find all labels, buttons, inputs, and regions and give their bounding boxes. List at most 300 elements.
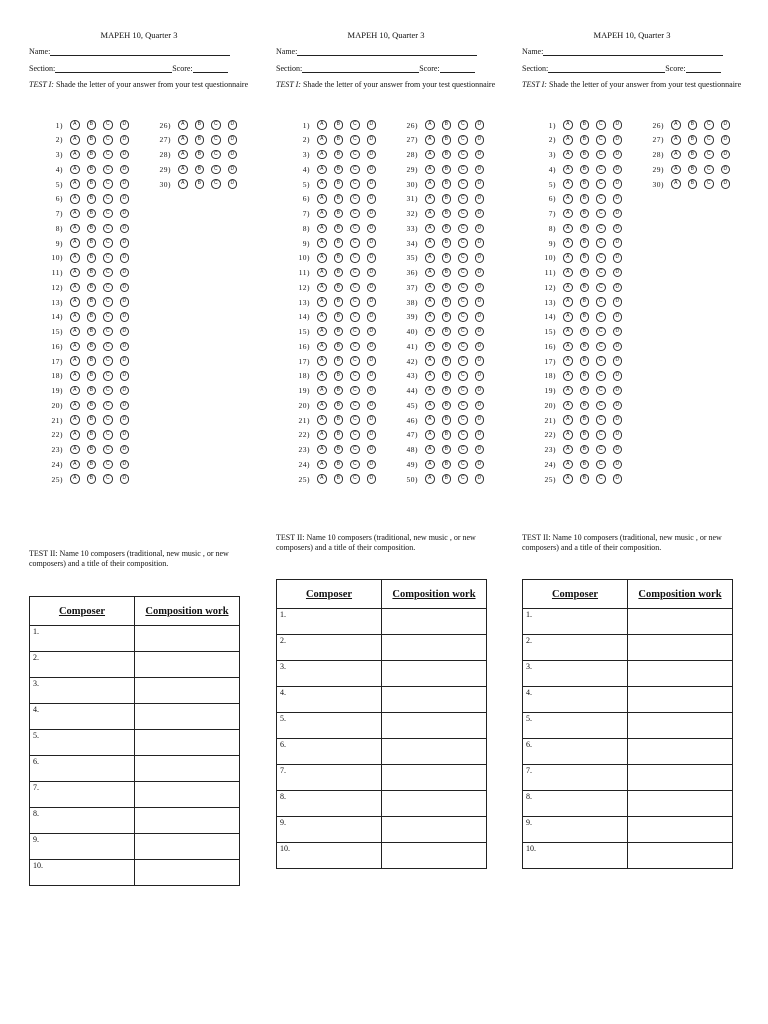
- bubble-c[interactable]: C: [596, 460, 606, 470]
- bubble-b[interactable]: B: [87, 165, 97, 175]
- composition-cell[interactable]: [382, 713, 487, 739]
- bubble-a[interactable]: A: [70, 401, 80, 411]
- bubble-d[interactable]: D: [367, 327, 377, 337]
- bubble-b[interactable]: B: [334, 135, 344, 145]
- bubble-d[interactable]: D: [613, 253, 623, 263]
- bubble-c[interactable]: C: [350, 371, 360, 381]
- bubble-c[interactable]: C: [103, 297, 113, 307]
- bubble-d[interactable]: D: [613, 342, 623, 352]
- bubble-d[interactable]: D: [475, 238, 485, 248]
- bubble-c[interactable]: C: [458, 460, 468, 470]
- bubble-a[interactable]: A: [425, 120, 435, 130]
- bubble-b[interactable]: B: [334, 268, 344, 278]
- bubble-b[interactable]: B: [580, 415, 590, 425]
- bubble-c[interactable]: C: [350, 430, 360, 440]
- bubble-c[interactable]: C: [458, 474, 468, 484]
- composition-cell[interactable]: [628, 609, 733, 635]
- bubble-d[interactable]: D: [475, 165, 485, 175]
- bubble-b[interactable]: B: [87, 371, 97, 381]
- composer-cell[interactable]: 1.: [277, 609, 382, 635]
- bubble-a[interactable]: A: [425, 342, 435, 352]
- bubble-d[interactable]: D: [475, 460, 485, 470]
- bubble-a[interactable]: A: [425, 445, 435, 455]
- composer-cell[interactable]: 10.: [523, 843, 628, 869]
- bubble-d[interactable]: D: [613, 415, 623, 425]
- bubble-b[interactable]: B: [442, 342, 452, 352]
- bubble-b[interactable]: B: [442, 386, 452, 396]
- bubble-c[interactable]: C: [103, 165, 113, 175]
- bubble-c[interactable]: C: [596, 312, 606, 322]
- bubble-c[interactable]: C: [350, 445, 360, 455]
- composition-cell[interactable]: [135, 808, 240, 834]
- composition-cell[interactable]: [628, 713, 733, 739]
- bubble-a[interactable]: A: [425, 430, 435, 440]
- bubble-c[interactable]: C: [103, 253, 113, 263]
- bubble-b[interactable]: B: [87, 342, 97, 352]
- bubble-c[interactable]: C: [458, 297, 468, 307]
- bubble-b[interactable]: B: [442, 224, 452, 234]
- bubble-c[interactable]: C: [350, 179, 360, 189]
- bubble-c[interactable]: C: [350, 386, 360, 396]
- bubble-a[interactable]: A: [178, 179, 188, 189]
- bubble-b[interactable]: B: [580, 224, 590, 234]
- bubble-b[interactable]: B: [87, 238, 97, 248]
- bubble-a[interactable]: A: [317, 327, 327, 337]
- bubble-d[interactable]: D: [367, 179, 377, 189]
- bubble-c[interactable]: C: [350, 253, 360, 263]
- composition-cell[interactable]: [135, 782, 240, 808]
- bubble-a[interactable]: A: [671, 179, 681, 189]
- section-line[interactable]: [302, 64, 419, 73]
- composer-cell[interactable]: 6.: [30, 756, 135, 782]
- bubble-d[interactable]: D: [475, 120, 485, 130]
- bubble-a[interactable]: A: [317, 312, 327, 322]
- bubble-c[interactable]: C: [596, 268, 606, 278]
- bubble-a[interactable]: A: [178, 120, 188, 130]
- bubble-b[interactable]: B: [442, 297, 452, 307]
- bubble-d[interactable]: D: [120, 209, 130, 219]
- composition-cell[interactable]: [382, 817, 487, 843]
- bubble-a[interactable]: A: [425, 253, 435, 263]
- bubble-b[interactable]: B: [688, 135, 698, 145]
- bubble-c[interactable]: C: [458, 120, 468, 130]
- bubble-d[interactable]: D: [475, 312, 485, 322]
- bubble-a[interactable]: A: [70, 415, 80, 425]
- bubble-b[interactable]: B: [334, 253, 344, 263]
- bubble-a[interactable]: A: [563, 445, 573, 455]
- section-field[interactable]: [29, 62, 228, 73]
- bubble-b[interactable]: B: [334, 150, 344, 160]
- bubble-d[interactable]: D: [367, 194, 377, 204]
- bubble-c[interactable]: C: [103, 238, 113, 248]
- bubble-c[interactable]: C: [596, 401, 606, 411]
- bubble-d[interactable]: D: [228, 150, 238, 160]
- bubble-a[interactable]: A: [70, 135, 80, 145]
- bubble-d[interactable]: D: [120, 342, 130, 352]
- bubble-a[interactable]: A: [563, 224, 573, 234]
- bubble-b[interactable]: B: [87, 445, 97, 455]
- bubble-c[interactable]: C: [458, 150, 468, 160]
- bubble-c[interactable]: C: [458, 194, 468, 204]
- bubble-a[interactable]: A: [425, 386, 435, 396]
- bubble-c[interactable]: C: [350, 165, 360, 175]
- bubble-b[interactable]: B: [334, 415, 344, 425]
- bubble-d[interactable]: D: [613, 401, 623, 411]
- bubble-d[interactable]: D: [120, 120, 130, 130]
- bubble-c[interactable]: C: [704, 120, 714, 130]
- bubble-b[interactable]: B: [87, 474, 97, 484]
- bubble-d[interactable]: D: [367, 268, 377, 278]
- bubble-d[interactable]: D: [475, 209, 485, 219]
- bubble-c[interactable]: C: [596, 297, 606, 307]
- bubble-b[interactable]: B: [442, 312, 452, 322]
- bubble-c[interactable]: C: [596, 342, 606, 352]
- bubble-b[interactable]: B: [580, 327, 590, 337]
- bubble-b[interactable]: B: [580, 356, 590, 366]
- bubble-d[interactable]: D: [613, 224, 623, 234]
- bubble-d[interactable]: D: [367, 297, 377, 307]
- composition-cell[interactable]: [628, 739, 733, 765]
- bubble-b[interactable]: B: [580, 297, 590, 307]
- bubble-a[interactable]: A: [563, 238, 573, 248]
- bubble-d[interactable]: D: [120, 268, 130, 278]
- composer-cell[interactable]: 10.: [30, 860, 135, 886]
- composition-cell[interactable]: [135, 626, 240, 652]
- bubble-a[interactable]: A: [317, 386, 327, 396]
- bubble-d[interactable]: D: [120, 150, 130, 160]
- composition-cell[interactable]: [135, 730, 240, 756]
- bubble-b[interactable]: B: [334, 356, 344, 366]
- bubble-a[interactable]: A: [563, 268, 573, 278]
- bubble-b[interactable]: B: [580, 474, 590, 484]
- bubble-d[interactable]: D: [120, 135, 130, 145]
- bubble-d[interactable]: D: [120, 371, 130, 381]
- bubble-a[interactable]: A: [563, 209, 573, 219]
- bubble-d[interactable]: D: [613, 356, 623, 366]
- bubble-c[interactable]: C: [596, 327, 606, 337]
- bubble-a[interactable]: A: [70, 283, 80, 293]
- bubble-b[interactable]: B: [87, 356, 97, 366]
- bubble-a[interactable]: A: [563, 401, 573, 411]
- bubble-b[interactable]: B: [195, 150, 205, 160]
- name-field[interactable]: [522, 45, 723, 56]
- bubble-d[interactable]: D: [120, 386, 130, 396]
- bubble-d[interactable]: D: [721, 165, 731, 175]
- bubble-b[interactable]: B: [334, 179, 344, 189]
- bubble-a[interactable]: A: [563, 297, 573, 307]
- composition-cell[interactable]: [135, 678, 240, 704]
- bubble-a[interactable]: A: [425, 150, 435, 160]
- bubble-b[interactable]: B: [442, 194, 452, 204]
- bubble-d[interactable]: D: [120, 401, 130, 411]
- composer-cell[interactable]: 4.: [277, 687, 382, 713]
- bubble-a[interactable]: A: [425, 238, 435, 248]
- composer-cell[interactable]: 8.: [277, 791, 382, 817]
- bubble-a[interactable]: A: [425, 297, 435, 307]
- bubble-b[interactable]: B: [580, 283, 590, 293]
- bubble-b[interactable]: B: [334, 209, 344, 219]
- bubble-a[interactable]: A: [317, 209, 327, 219]
- bubble-d[interactable]: D: [721, 179, 731, 189]
- bubble-b[interactable]: B: [87, 150, 97, 160]
- bubble-d[interactable]: D: [475, 150, 485, 160]
- bubble-d[interactable]: D: [367, 224, 377, 234]
- bubble-a[interactable]: A: [563, 327, 573, 337]
- section-line[interactable]: [55, 64, 172, 73]
- bubble-b[interactable]: B: [334, 312, 344, 322]
- composer-cell[interactable]: 5.: [523, 713, 628, 739]
- bubble-d[interactable]: D: [120, 460, 130, 470]
- bubble-c[interactable]: C: [350, 120, 360, 130]
- bubble-d[interactable]: D: [120, 312, 130, 322]
- bubble-c[interactable]: C: [103, 356, 113, 366]
- bubble-d[interactable]: D: [367, 253, 377, 263]
- bubble-a[interactable]: A: [70, 327, 80, 337]
- name-field[interactable]: [276, 45, 477, 56]
- bubble-b[interactable]: B: [580, 194, 590, 204]
- bubble-d[interactable]: D: [120, 253, 130, 263]
- bubble-b[interactable]: B: [334, 238, 344, 248]
- bubble-a[interactable]: A: [178, 135, 188, 145]
- bubble-a[interactable]: A: [563, 386, 573, 396]
- section-field[interactable]: [522, 62, 721, 73]
- bubble-d[interactable]: D: [475, 386, 485, 396]
- bubble-c[interactable]: C: [103, 386, 113, 396]
- bubble-b[interactable]: B: [87, 312, 97, 322]
- bubble-a[interactable]: A: [317, 474, 327, 484]
- composer-cell[interactable]: 3.: [277, 661, 382, 687]
- bubble-a[interactable]: A: [317, 135, 327, 145]
- bubble-b[interactable]: B: [580, 342, 590, 352]
- bubble-b[interactable]: B: [87, 120, 97, 130]
- composer-cell[interactable]: 8.: [30, 808, 135, 834]
- bubble-c[interactable]: C: [103, 430, 113, 440]
- bubble-d[interactable]: D: [367, 120, 377, 130]
- bubble-c[interactable]: C: [596, 194, 606, 204]
- bubble-a[interactable]: A: [425, 401, 435, 411]
- bubble-c[interactable]: C: [350, 474, 360, 484]
- bubble-c[interactable]: C: [596, 253, 606, 263]
- bubble-c[interactable]: C: [596, 430, 606, 440]
- bubble-d[interactable]: D: [367, 445, 377, 455]
- bubble-a[interactable]: A: [70, 224, 80, 234]
- bubble-c[interactable]: C: [103, 460, 113, 470]
- composer-cell[interactable]: 10.: [277, 843, 382, 869]
- bubble-a[interactable]: A: [563, 150, 573, 160]
- bubble-a[interactable]: A: [70, 297, 80, 307]
- bubble-c[interactable]: C: [350, 194, 360, 204]
- bubble-c[interactable]: C: [596, 238, 606, 248]
- composition-cell[interactable]: [135, 756, 240, 782]
- bubble-c[interactable]: C: [350, 401, 360, 411]
- bubble-a[interactable]: A: [70, 474, 80, 484]
- composition-cell[interactable]: [135, 704, 240, 730]
- bubble-a[interactable]: A: [563, 179, 573, 189]
- bubble-a[interactable]: A: [563, 194, 573, 204]
- bubble-b[interactable]: B: [442, 238, 452, 248]
- bubble-b[interactable]: B: [87, 327, 97, 337]
- composer-cell[interactable]: 9.: [277, 817, 382, 843]
- bubble-c[interactable]: C: [458, 268, 468, 278]
- bubble-b[interactable]: B: [334, 474, 344, 484]
- bubble-b[interactable]: B: [442, 179, 452, 189]
- bubble-c[interactable]: C: [596, 120, 606, 130]
- section-field[interactable]: [276, 62, 475, 73]
- name-field[interactable]: [29, 45, 230, 56]
- bubble-c[interactable]: C: [458, 224, 468, 234]
- composition-cell[interactable]: [628, 661, 733, 687]
- bubble-c[interactable]: C: [103, 371, 113, 381]
- bubble-a[interactable]: A: [425, 135, 435, 145]
- bubble-c[interactable]: C: [103, 224, 113, 234]
- bubble-c[interactable]: C: [211, 150, 221, 160]
- bubble-a[interactable]: A: [671, 135, 681, 145]
- bubble-d[interactable]: D: [613, 120, 623, 130]
- bubble-a[interactable]: A: [317, 120, 327, 130]
- bubble-a[interactable]: A: [425, 460, 435, 470]
- bubble-d[interactable]: D: [475, 415, 485, 425]
- bubble-b[interactable]: B: [442, 430, 452, 440]
- bubble-a[interactable]: A: [70, 386, 80, 396]
- bubble-a[interactable]: A: [425, 356, 435, 366]
- bubble-a[interactable]: A: [317, 224, 327, 234]
- bubble-b[interactable]: B: [87, 297, 97, 307]
- bubble-c[interactable]: C: [596, 209, 606, 219]
- bubble-d[interactable]: D: [367, 342, 377, 352]
- composition-cell[interactable]: [135, 860, 240, 886]
- bubble-a[interactable]: A: [425, 283, 435, 293]
- bubble-d[interactable]: D: [613, 430, 623, 440]
- bubble-b[interactable]: B: [334, 283, 344, 293]
- bubble-b[interactable]: B: [442, 268, 452, 278]
- bubble-b[interactable]: B: [442, 460, 452, 470]
- bubble-c[interactable]: C: [350, 415, 360, 425]
- composer-cell[interactable]: 2.: [277, 635, 382, 661]
- bubble-b[interactable]: B: [334, 120, 344, 130]
- bubble-c[interactable]: C: [458, 135, 468, 145]
- bubble-c[interactable]: C: [596, 445, 606, 455]
- bubble-d[interactable]: D: [367, 238, 377, 248]
- bubble-d[interactable]: D: [367, 165, 377, 175]
- bubble-a[interactable]: A: [425, 327, 435, 337]
- bubble-a[interactable]: A: [563, 283, 573, 293]
- bubble-c[interactable]: C: [596, 386, 606, 396]
- bubble-d[interactable]: D: [120, 238, 130, 248]
- bubble-d[interactable]: D: [367, 356, 377, 366]
- name-line[interactable]: [297, 47, 477, 56]
- bubble-a[interactable]: A: [317, 165, 327, 175]
- bubble-d[interactable]: D: [120, 474, 130, 484]
- bubble-b[interactable]: B: [87, 224, 97, 234]
- composer-cell[interactable]: 7.: [523, 765, 628, 791]
- bubble-c[interactable]: C: [350, 283, 360, 293]
- bubble-b[interactable]: B: [334, 460, 344, 470]
- bubble-c[interactable]: C: [103, 312, 113, 322]
- bubble-d[interactable]: D: [613, 283, 623, 293]
- bubble-b[interactable]: B: [580, 238, 590, 248]
- bubble-b[interactable]: B: [87, 209, 97, 219]
- bubble-b[interactable]: B: [580, 386, 590, 396]
- bubble-d[interactable]: D: [120, 165, 130, 175]
- bubble-d[interactable]: D: [120, 445, 130, 455]
- bubble-c[interactable]: C: [596, 283, 606, 293]
- bubble-a[interactable]: A: [563, 342, 573, 352]
- bubble-b[interactable]: B: [334, 430, 344, 440]
- bubble-d[interactable]: D: [120, 297, 130, 307]
- bubble-b[interactable]: B: [580, 430, 590, 440]
- bubble-b[interactable]: B: [334, 327, 344, 337]
- bubble-a[interactable]: A: [70, 371, 80, 381]
- score-line[interactable]: [686, 64, 721, 73]
- bubble-b[interactable]: B: [334, 445, 344, 455]
- bubble-a[interactable]: A: [671, 165, 681, 175]
- bubble-d[interactable]: D: [475, 474, 485, 484]
- bubble-d[interactable]: D: [475, 224, 485, 234]
- bubble-d[interactable]: D: [367, 460, 377, 470]
- bubble-b[interactable]: B: [87, 415, 97, 425]
- bubble-c[interactable]: C: [103, 474, 113, 484]
- bubble-c[interactable]: C: [103, 209, 113, 219]
- bubble-c[interactable]: C: [350, 150, 360, 160]
- bubble-c[interactable]: C: [458, 415, 468, 425]
- composition-cell[interactable]: [628, 635, 733, 661]
- bubble-a[interactable]: A: [70, 209, 80, 219]
- bubble-d[interactable]: D: [475, 445, 485, 455]
- composition-cell[interactable]: [628, 687, 733, 713]
- bubble-b[interactable]: B: [580, 460, 590, 470]
- bubble-b[interactable]: B: [87, 460, 97, 470]
- bubble-c[interactable]: C: [350, 224, 360, 234]
- bubble-d[interactable]: D: [120, 194, 130, 204]
- composer-cell[interactable]: 6.: [277, 739, 382, 765]
- composition-cell[interactable]: [382, 635, 487, 661]
- bubble-d[interactable]: D: [613, 194, 623, 204]
- bubble-b[interactable]: B: [442, 135, 452, 145]
- bubble-b[interactable]: B: [688, 165, 698, 175]
- bubble-d[interactable]: D: [367, 474, 377, 484]
- bubble-a[interactable]: A: [70, 356, 80, 366]
- bubble-a[interactable]: A: [317, 356, 327, 366]
- bubble-d[interactable]: D: [367, 283, 377, 293]
- bubble-a[interactable]: A: [178, 165, 188, 175]
- bubble-c[interactable]: C: [103, 327, 113, 337]
- bubble-d[interactable]: D: [475, 179, 485, 189]
- bubble-b[interactable]: B: [442, 253, 452, 263]
- bubble-b[interactable]: B: [195, 120, 205, 130]
- bubble-a[interactable]: A: [563, 460, 573, 470]
- bubble-b[interactable]: B: [688, 179, 698, 189]
- composer-cell[interactable]: 3.: [30, 678, 135, 704]
- bubble-c[interactable]: C: [350, 209, 360, 219]
- bubble-b[interactable]: B: [334, 401, 344, 411]
- composer-cell[interactable]: 7.: [30, 782, 135, 808]
- bubble-d[interactable]: D: [475, 430, 485, 440]
- bubble-c[interactable]: C: [458, 253, 468, 263]
- bubble-c[interactable]: C: [350, 312, 360, 322]
- bubble-a[interactable]: A: [425, 194, 435, 204]
- bubble-d[interactable]: D: [475, 135, 485, 145]
- bubble-c[interactable]: C: [458, 312, 468, 322]
- bubble-c[interactable]: C: [458, 430, 468, 440]
- bubble-b[interactable]: B: [195, 179, 205, 189]
- bubble-b[interactable]: B: [87, 283, 97, 293]
- bubble-a[interactable]: A: [317, 238, 327, 248]
- bubble-a[interactable]: A: [317, 253, 327, 263]
- bubble-a[interactable]: A: [70, 194, 80, 204]
- bubble-a[interactable]: A: [70, 165, 80, 175]
- bubble-b[interactable]: B: [580, 120, 590, 130]
- bubble-b[interactable]: B: [87, 253, 97, 263]
